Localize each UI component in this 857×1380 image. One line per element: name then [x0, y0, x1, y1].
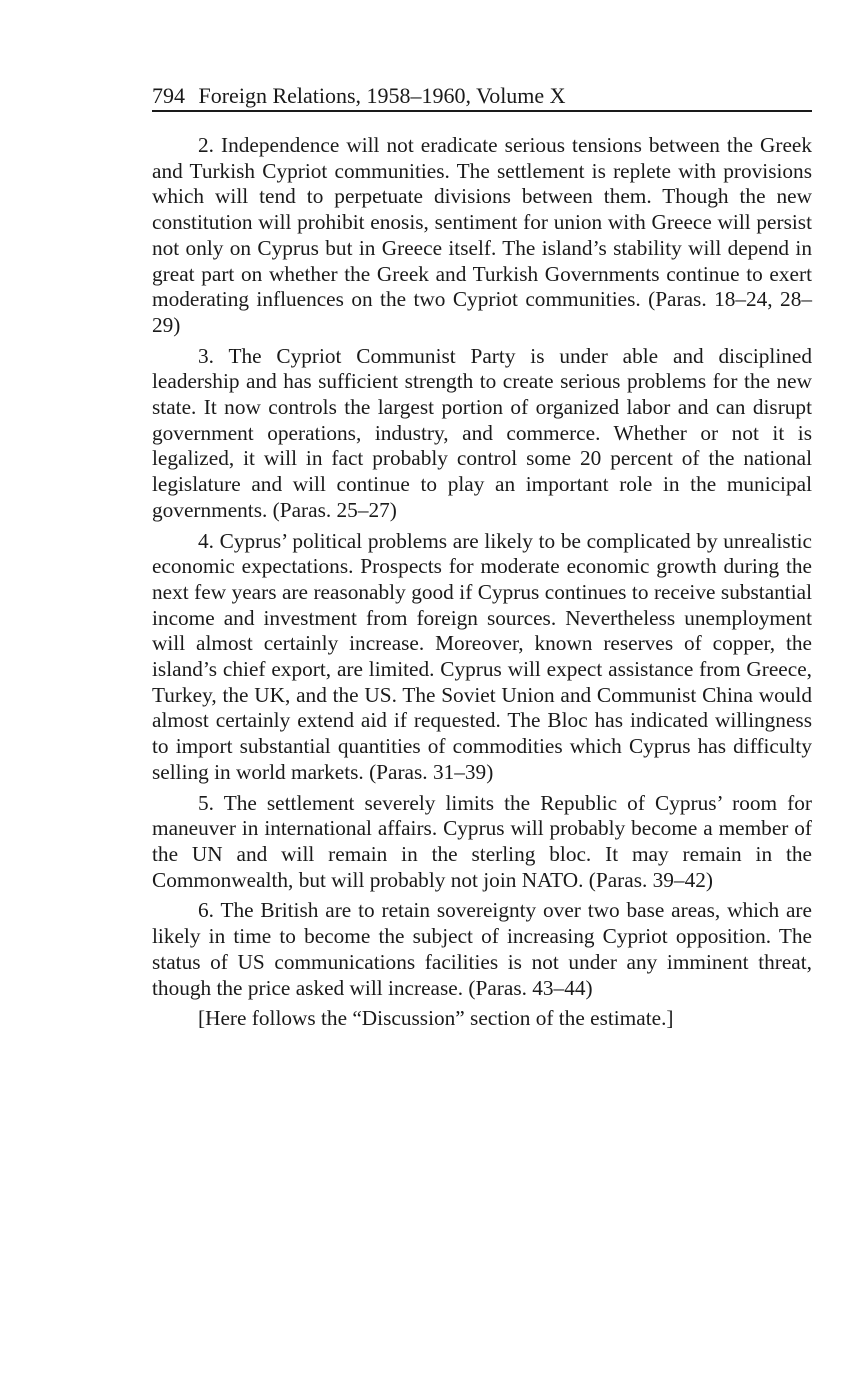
paragraph-text: The settlement severely limits the Republic of Cyprus’ room for maneuver in international affairs. Cyprus will probably become a member of the UN and will remain in the sterling bloc. It may remain in the Commonwealth, but will probably not join NATO. (Paras. 39–42) — [152, 790, 812, 892]
paragraph-text: The Cypriot Communist Party is under able and disciplined leadership and has sufficient strength to create serious problems for the new state. It now controls the largest portion of organized labor and can disrupt government operations, industry, and commerce. Whether or not it is legalized, it will in fact probably control some 20 percent of the national legislature and will continue to play an important role in the municipal governments. (Paras. 25–27) — [152, 343, 812, 522]
paragraph-number: 3. — [198, 343, 214, 368]
paragraph-6 — [152, 898, 812, 1001]
paragraph-text: Independence will not eradicate serious tensions between the Greek and Turkish Cypriot communities. The settlement is replete with provisions which will tend to perpetuate divisions between them. Though the new constitution will prohibit enosis, sentiment for union with Greece will persist not only on Cyprus but in Greece itself. The island’s stability will depend in great part on whether the Greek and Turkish Governments continue to exert moderating influences on the two Cypriot communities. (Paras. 18–24, 28–29) — [152, 133, 812, 337]
paragraph-4 — [152, 529, 812, 786]
page-number: 794 — [152, 83, 185, 108]
paragraph-5 — [152, 791, 812, 894]
paragraph-2 — [152, 133, 812, 339]
paragraph-number: 6. — [198, 898, 214, 923]
running-head — [152, 83, 812, 112]
body-text — [152, 133, 812, 1037]
paragraph-number: 2. — [198, 133, 214, 157]
paragraph-number: 5. — [198, 790, 214, 815]
paragraph-3 — [152, 344, 812, 524]
paragraph-text: Cyprus’ political problems are likely to be complicated by unrealistic economic expectations. Prospects for moderate economic growth during the next few years are reasonably good if Cyprus continues to receive substantial income and investment from foreign sources. Nevertheless unemployment will almost certainly increase. Moreover, known reserves of copper, the island’s chief export, are limited. Cyprus will expect assistance from Greece, Turkey, the UK, and the US. The Soviet Union and Communist China would almost certainly extend aid if requested. The Bloc has indicated willingness to import substantial quantities of commodities which Cyprus has difficulty selling in world markets. (Paras. 31–39) — [152, 528, 812, 784]
paragraph-number: 4. — [198, 528, 214, 553]
running-title: Foreign Relations, 1958–1960, Volume X — [198, 83, 566, 108]
editorial-note: [Here follows the “Discussion” section of the estimate.] — [198, 1006, 674, 1031]
paragraph-text: The British are to retain sovereignty over two base areas, which are likely in time to become the subject of increasing Cypriot opposition. The status of US communications facilities is not under any imminent threat, though the price asked will increase. (Paras. 43–44) — [152, 898, 812, 1000]
